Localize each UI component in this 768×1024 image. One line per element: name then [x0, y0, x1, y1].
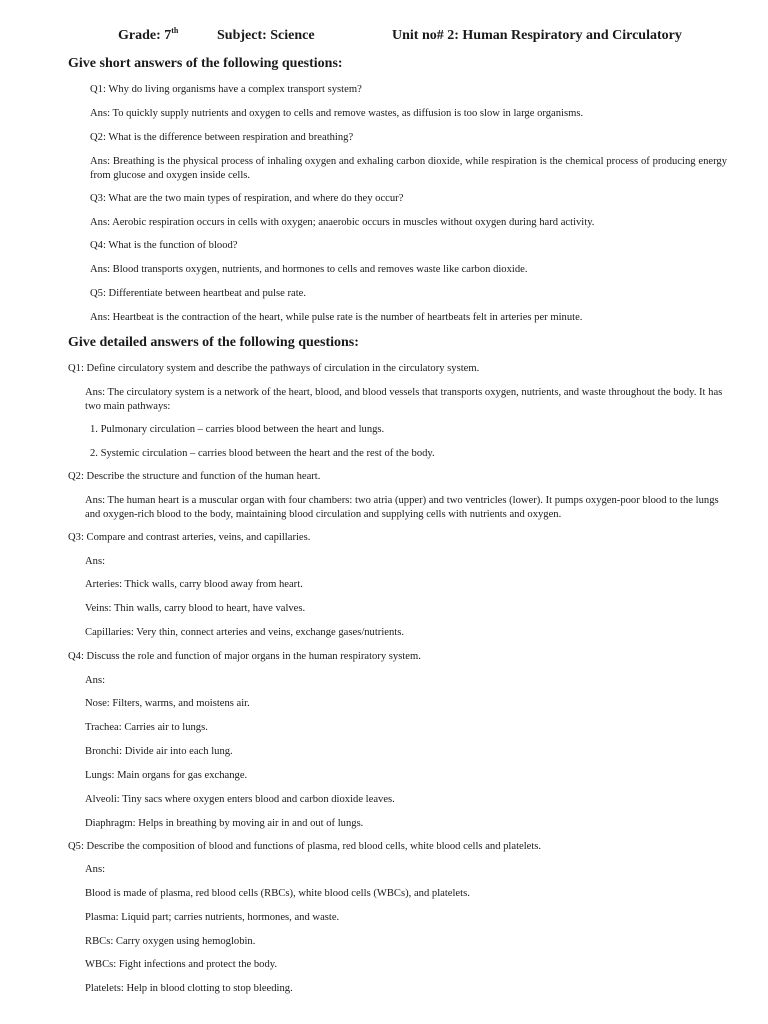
- unit-title: Unit no# 2: Human Respiratory and Circulatory: [392, 28, 682, 43]
- short-question-4: Q4: What is the function of blood?: [90, 240, 238, 251]
- answer-label: Ans:: [85, 675, 106, 686]
- detailed-answer-2: Ans: The human heart is a muscular organ with four chambers: two atria (upper) and two ventricles (lower). It pumps oxygen-poor blood to the lungs and oxygen-rich blood to the body, maintaining blood circulation and supplying cells with nutrients and oxygen.: [85, 495, 719, 520]
- short-question-1: Q1: Why do living organisms have a complex transport system?: [90, 84, 362, 95]
- detailed-question-2: Q2: Describe the structure and function of the human heart.: [68, 471, 321, 482]
- short-question-5: Q5: Differentiate between heartbeat and pulse rate.: [90, 288, 306, 299]
- trachea-line: Trachea: Carries air to lungs.: [85, 722, 208, 733]
- grade-label: Grade: 7th: [118, 26, 179, 43]
- detailed-question-5: Q5: Describe the composition of blood and functions of plasma, red blood cells, white blood cells and platelets.: [68, 841, 542, 852]
- blood-composition-line: Blood is made of plasma, red blood cells (RBCs), white blood cells (WBCs), and platelets.: [85, 888, 470, 899]
- diaphragm-line: Diaphragm: Helps in breathing by moving air in and out of lungs.: [85, 818, 364, 829]
- list-item: 2. Systemic circulation – carries blood between the heart and the rest of the body.: [90, 448, 435, 459]
- nose-line: Nose: Filters, warms, and moistens air.: [85, 698, 250, 709]
- answer-label: Ans:: [85, 864, 106, 875]
- plasma-line: Plasma: Liquid part; carries nutrients, hormones, and waste.: [85, 912, 340, 923]
- detailed-question-3: Q3: Compare and contrast arteries, veins, and capillaries.: [68, 532, 311, 543]
- rbcs-line: RBCs: Carry oxygen using hemoglobin.: [85, 936, 256, 947]
- detailed-answers-heading: Give detailed answers of the following questions:: [68, 335, 359, 350]
- short-answer-3: Ans: Aerobic respiration occurs in cells with oxygen; anaerobic occurs in muscles without oxygen during hard activity.: [90, 217, 595, 228]
- detailed-question-1: Q1: Define circulatory system and describe the pathways of circulation in the circulatory system.: [68, 363, 480, 374]
- list-item: 1. Pulmonary circulation – carries blood between the heart and lungs.: [90, 424, 385, 435]
- capillaries-line: Capillaries: Very thin, connect arteries and veins, exchange gases/nutrients.: [85, 627, 404, 638]
- short-question-2: Q2: What is the difference between respiration and breathing?: [90, 132, 354, 143]
- grade-superscript: th: [171, 26, 179, 35]
- detailed-question-4: Q4: Discuss the role and function of major organs in the human respiratory system.: [68, 651, 421, 662]
- short-answer-4: Ans: Blood transports oxygen, nutrients, and hormones to cells and removes waste like carbon dioxide.: [90, 264, 528, 275]
- veins-line: Veins: Thin walls, carry blood to heart, have valves.: [85, 603, 306, 614]
- alveoli-line: Alveoli: Tiny sacs where oxygen enters blood and carbon dioxide leaves.: [85, 794, 395, 805]
- answer-label: Ans:: [85, 556, 106, 567]
- short-answer-5: Ans: Heartbeat is the contraction of the heart, while pulse rate is the number of heartbeats felt in arteries per minute.: [90, 312, 583, 323]
- short-answers-heading: Give short answers of the following questions:: [68, 56, 343, 71]
- wbcs-line: WBCs: Fight infections and protect the body.: [85, 959, 278, 970]
- subject-label: Subject: Science: [217, 28, 315, 43]
- bronchi-line: Bronchi: Divide air into each lung.: [85, 746, 233, 757]
- arteries-line: Arteries: Thick walls, carry blood away from heart.: [85, 579, 303, 590]
- lungs-line: Lungs: Main organs for gas exchange.: [85, 770, 248, 781]
- short-answer-1: Ans: To quickly supply nutrients and oxygen to cells and remove wastes, as diffusion is too slow in large organisms.: [90, 108, 584, 119]
- short-question-3: Q3: What are the two main types of respiration, and where do they occur?: [90, 193, 404, 204]
- platelets-line: Platelets: Help in blood clotting to stop bleeding.: [85, 983, 293, 994]
- short-answer-2: Ans: Breathing is the physical process of inhaling oxygen and exhaling carbon dioxide, while respiration is the chemical process of producing energy from glucose and oxygen inside cells.: [90, 156, 727, 181]
- detailed-answer-1: Ans: The circulatory system is a network of the heart, blood, and blood vessels that transports oxygen, nutrients, and waste throughout the body. It has two main pathways:: [85, 387, 723, 412]
